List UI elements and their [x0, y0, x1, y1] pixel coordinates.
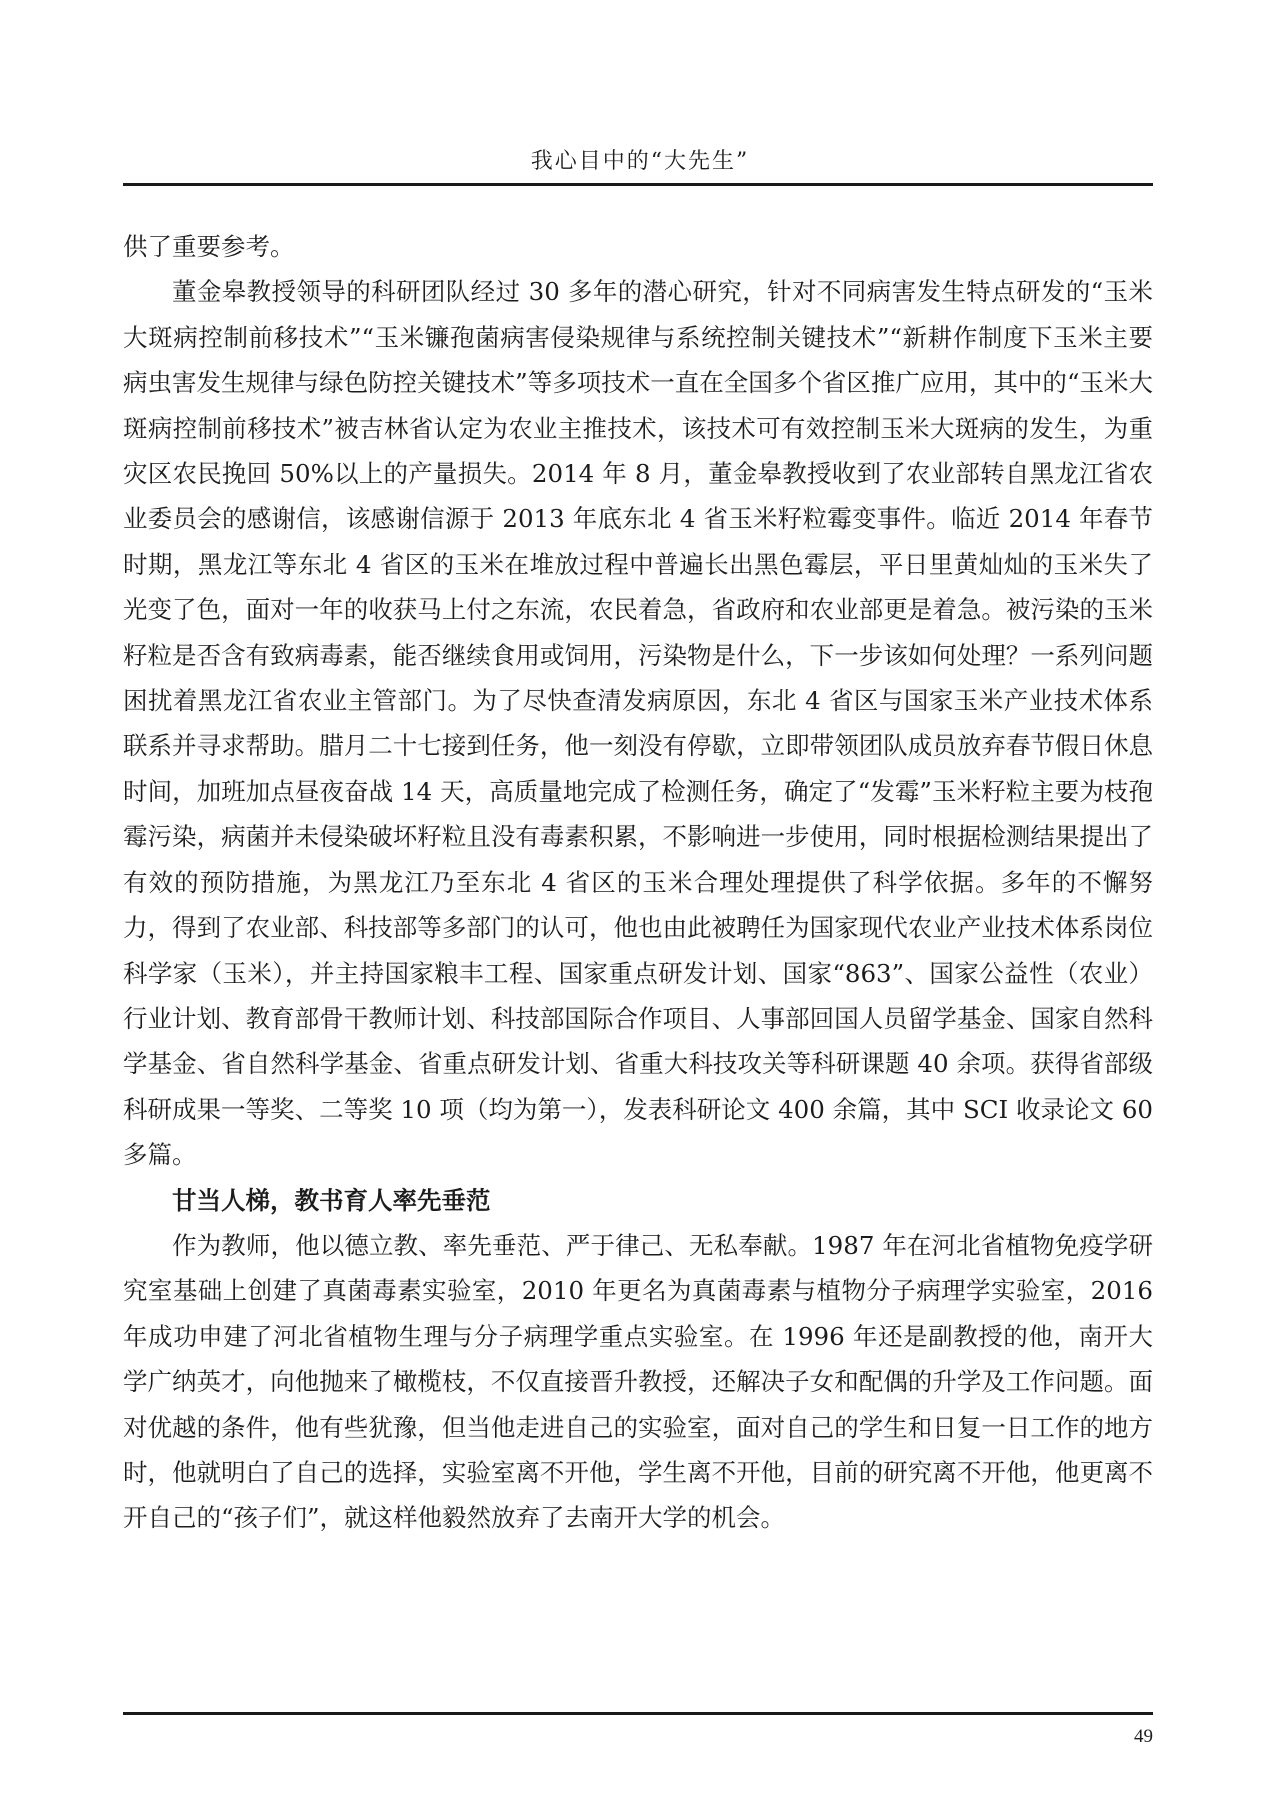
paragraph-teaching: 作为教师，他以德立教、率先垂范、严于律己、无私奉献。1987 年在河北省植物免疫学研究室基础上创建了真菌毒素实验室，2010 年更名为真菌毒素与植物分子病理学实验室，2016 年成功申建了河北省植物生理与分子病理学重点实验室。在 1996 年还是副教授的他，南开大学广纳英才，向他抛来了橄榄枝，不仅直接晋升教授，还解决子女和配偶的升学及工作问题。面对优越的条件，他有些犹豫，但当他走进自己的实验室，面对自己的学生和日复一日工作的地方时，他就明白了自己的选择，实验室离不开他，学生离不开他，目前的研究离不开他，他更离不开自己的“孩子们”，就这样他毅然放弃了去南开大学的机会。 [123, 1230, 1153, 1533]
section-heading: 甘当人梯，教书育人率先垂范 [172, 1185, 491, 1215]
paragraph-research-achievements: 董金皋教授领导的科研团队经过 30 多年的潜心研究，针对不同病害发生特点研发的“玉米大斑病控制前移技术”“玉米镰孢菌病害侵染规律与系统控制关键技术”“新耕作制度下玉米主要病虫害发生规律与绿色防控关键技术”等多项技术一直在全国多个省区推广应用，其中的“玉米大斑病控制前移技术”被吉林省认定为农业主推技术，该技术可有效控制玉米大斑病的发生，为重灾区农民挽回 50%以上的产量损失。2014 年 8 月，董金皋教授收到了农业部转自黑龙江省农业委员会的感谢信，该感谢信源于 2013 年底东北 4 省玉米籽粒霉变事件。临近 2014 年春节时期，黑龙江等东北 4 省区的玉米在堆放过程中普遍长出黑色霉层，平日里黄灿灿的玉米失了光变了色，面对一年的收获马上付之东流，农民着急，省政府和农业部更是着急。被污染的玉米籽粒是否含有致病毒素，能否继续食用或饲用，污染物是什么，下一步该如何处理？一系列问题困扰着黑龙江省农业主管部门。为了尽快查清发病原因，东北 4 省区与国家玉米产业技术体系联系并寻求帮助。腊月二十七接到任务，他一刻没有停歇，立即带领团队成员放弃春节假日休息时间，加班加点昼夜奋战 14 天，高质量地完成了检测任务，确定了“发霉”玉米籽粒主要为枝孢霉污染，病菌并未侵染破坏籽粒且没有毒素积累，不影响进一步使用，同时根据检测结果提出了有效的预防措施，为黑龙江乃至东北 4 省区的玉米合理处理提供了科学依据。多年的不懈努力，得到了农业部、科技部等多部门的认可，他也由此被聘任为国家现代农业产业技术体系岗位科学家（玉米），并主持国家粮丰工程、国家重点研发计划、国家“863”、国家公益性（农业）行业计划、教育部骨干教师计划、科技部国际合作项目、人事部回国人员留学基金、国家自然科学基金、省自然科学基金、省重点研发计划、省重大科技攻关等科研课题 40 余项。获得省部级科研成果一等奖、二等奖 10 项（均为第一），发表科研论文 400 余篇，其中 SCI 收录论文 60 多篇。 [123, 277, 1153, 1170]
running-header-title: 我心目中的“大先生” [530, 149, 750, 174]
page-number: 49 [1134, 1726, 1153, 1747]
article-body [123, 224, 1153, 1541]
header-divider [123, 183, 1153, 186]
paragraph-continued: 供了重要参考。 [123, 232, 295, 261]
footer-divider [123, 1712, 1153, 1715]
